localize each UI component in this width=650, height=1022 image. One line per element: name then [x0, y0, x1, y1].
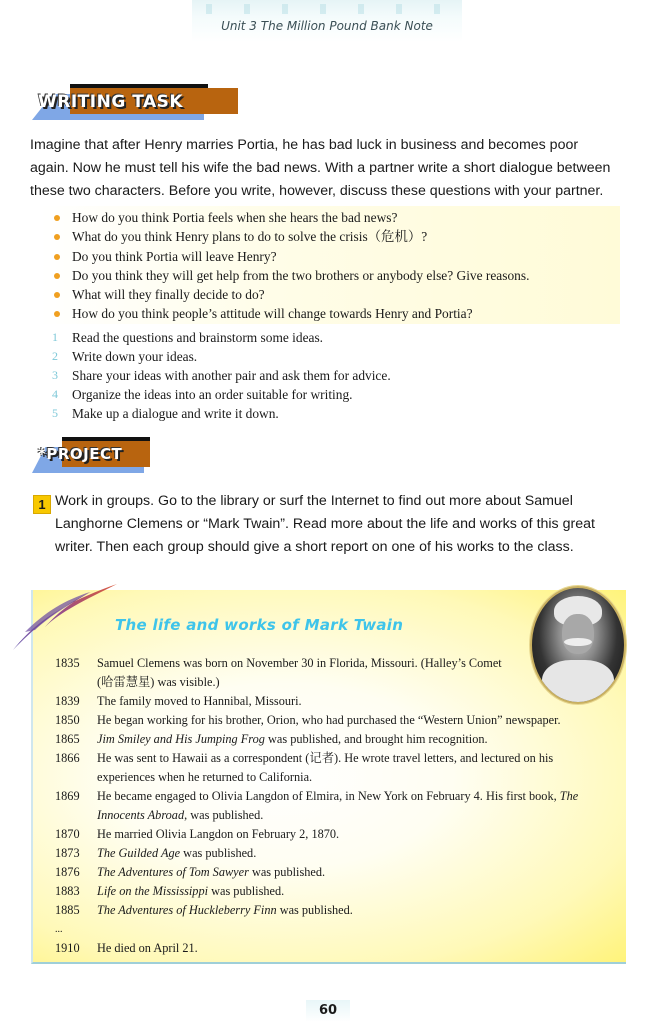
timeline-entry: 1870 He married Olivia Langdon on February 2, 1870. [55, 827, 340, 841]
timeline-title: The life and works of Mark Twain [115, 616, 404, 634]
task-line: Langhorne Clemens or “Mark Twain”. Read more about the life and works of this great [55, 516, 595, 532]
task-line: writer. Then each group should give a short report on one of his works to the class. [55, 539, 574, 555]
timeline-entry: 1866 He was sent to Hawaii as a correspondent (记者). He wrote travel letters, and lectured on his [55, 751, 554, 765]
writing-task-label: WRITING TASK [38, 92, 184, 112]
question-item: Do you think they will get help from the two brothers or anybody else? Give reasons. [48, 266, 529, 285]
question-item: How do you think Portia feels when she hears the bad news? [48, 208, 529, 227]
timeline-entry: Innocents Abroad, was published. [97, 808, 264, 822]
project-banner [32, 437, 152, 473]
step-item: 1 Read the questions and brainstorm some ideas. [52, 330, 324, 345]
bullet-icon [54, 234, 60, 240]
bullet-icon [54, 292, 60, 298]
timeline-entry: 1865 Jim Smiley and His Jumping Frog was published, and brought him recognition. [55, 732, 488, 746]
page-number: 60 [318, 1003, 338, 1018]
intro-line: these two characters. Before you write, however, discuss these questions with your partner. [30, 183, 604, 199]
bullet-icon [54, 215, 60, 221]
writing-task-intro [30, 134, 630, 203]
intro-line: again. Now he must tell his wife the bad news. With a partner write a short dialogue between [30, 160, 611, 176]
timeline-entry: 1910 He died on April 21. [55, 941, 198, 955]
timeline-entry: 1835 Samuel Clemens was born on November 30 in Florida, Missouri. (Halley’s Comet [55, 656, 502, 670]
step-item: 4 Organize the ideas into an order suitable for writing. [52, 387, 353, 402]
timeline-entry: (哈雷慧星) was visible.) [97, 675, 220, 689]
bullet-icon [54, 254, 60, 260]
timeline-list [55, 654, 620, 958]
project-task-text [55, 490, 635, 559]
timeline-entry: 1876 The Adventures of Tom Sawyer was published. [55, 865, 326, 879]
timeline-entry: 1873 The Guilded Age was published. [55, 846, 257, 860]
discussion-questions [48, 208, 529, 324]
question-item: Do you think Portia will leave Henry? [48, 247, 529, 266]
project-label: *PROJECT [38, 445, 123, 463]
timeline-entry: ... [55, 924, 63, 935]
timeline-entry: 1850 He began working for his brother, Orion, who had purchased the “Western Union” newspaper. [55, 713, 561, 727]
task-line: Work in groups. Go to the library or surf the Internet to find out more about Samuel [55, 493, 573, 509]
timeline-entry: 1869 He became engaged to Olivia Langdon of Elmira, in New York on February 4. His first book, The [55, 789, 579, 803]
writing-task-banner [32, 84, 212, 120]
timeline-entry: 1839 The family moved to Hannibal, Missouri. [55, 694, 302, 708]
task-number-badge: 1 [33, 495, 51, 514]
question-item: What do you think Henry plans to do to solve the crisis（危机）? [48, 227, 529, 246]
brush-stroke-icon [5, 582, 120, 652]
bullet-icon [54, 311, 60, 317]
timeline-entry: 1885 The Adventures of Huckleberry Finn was published. [55, 903, 353, 917]
question-item: What will they finally decide to do? [48, 285, 529, 304]
step-item: 5 Make up a dialogue and write it down. [52, 406, 279, 421]
timeline-entry: experiences when he returned to California. [97, 770, 313, 784]
step-item: 2 Write down your ideas. [52, 349, 198, 364]
writing-steps [52, 328, 391, 423]
step-item: 3 Share your ideas with another pair and ask them for advice. [52, 368, 391, 383]
unit-title: Unit 3 The Million Pound Bank Note [221, 19, 433, 33]
intro-line: Imagine that after Henry marries Portia, he has bad luck in business and becomes poor [30, 137, 579, 153]
header-decoration [192, 4, 462, 14]
question-item: How do you think people’s attitude will change towards Henry and Portia? [48, 304, 529, 323]
bullet-icon [54, 273, 60, 279]
timeline-entry: 1883 Life on the Mississippi was published. [55, 884, 285, 898]
